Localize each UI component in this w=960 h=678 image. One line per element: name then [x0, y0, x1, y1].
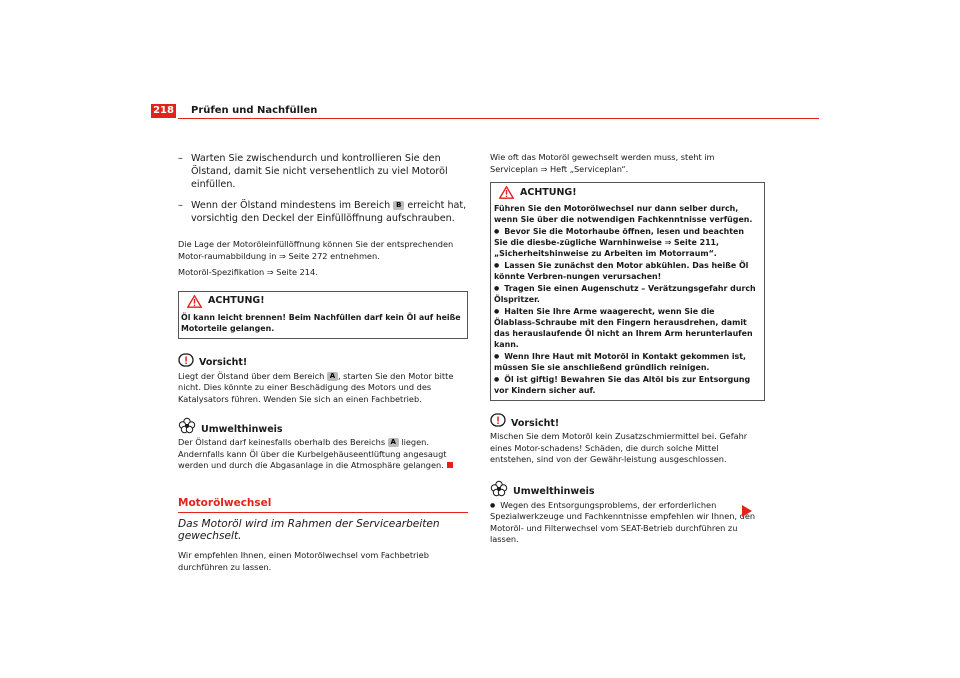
warning-heading	[179, 292, 467, 312]
warning-triangle-icon	[187, 295, 202, 308]
callout-b-icon: B	[393, 201, 404, 210]
caution-heading	[490, 413, 765, 429]
caution-icon	[490, 413, 506, 429]
environment-text-pre: Der Ölstand darf keinesfalls oberhalb des Bereichs	[178, 437, 386, 447]
warning-lead: Führen Sie den Motorölwechsel nur dann selber durch, wenn Sie über die notwendigen Fachkenntnisse verfügen.	[494, 204, 753, 224]
warning-bullet: ● Wenn Ihre Haut mit Motoröl in Kontakt gekommen ist, müssen Sie sie anschließend gründlich reinigen.	[494, 351, 758, 373]
section-text: Wir empfehlen Ihnen, einen Motorölwechsel vom Fachbetrieb durchführen zu lassen.	[178, 550, 429, 572]
environment-text-post: liegen. Andernfalls kann Öl über die Kurbelgehäuseentlüftung angesaugt werden und durch die Abgasanlage in die Atmosphäre gelangen.	[178, 437, 447, 470]
warning-box	[178, 291, 468, 339]
header-rule	[178, 118, 819, 119]
warning-bullet: ● Lassen Sie zunächst den Motor abkühlen. Das heiße Öl könnte Verbren-nungen verursachen!	[494, 260, 758, 282]
caution-text	[178, 371, 468, 406]
caution-text-post: , starten Sie den Motor bitte nicht. Dies könnte zu einer Beschädigung des Motors und des Katalysators führen. Wenden Sie sich an einen Fachbetrieb.	[178, 370, 454, 404]
environment-text	[178, 437, 468, 472]
warning-heading	[491, 183, 764, 203]
warning-title: ACHTUNG!	[208, 295, 265, 307]
step-1	[178, 152, 468, 191]
warning-bullet: ● Halten Sie Ihre Arme waagerecht, wenn Sie die Ölablass-Schraube mit den Fingern herausdrehen, damit das herauslaufende Öl nicht an Ihrem Arm herunterlaufen kann.	[494, 306, 758, 350]
environment-title: Umwelthinweis	[201, 423, 283, 435]
oil-spec-text: Motoröl-Spezifikation ⇒ Seite 214.	[178, 267, 318, 277]
dash-marker: –	[178, 200, 183, 211]
caution-heading	[178, 353, 468, 369]
callout-a-icon: A	[327, 372, 338, 381]
flower-environment-icon	[490, 480, 508, 498]
warning-bullet: ● Bevor Sie die Motorhaube öffnen, lesen und beachten Sie die diesbe-zügliche Warnhinweise ⇒ Seite 211, „Sicherheitshinweise zu Arbeiten im Motorraum“.	[494, 226, 758, 259]
environment-title: Umwelthinweis	[513, 486, 595, 497]
left-column	[178, 152, 468, 578]
oil-change-section	[178, 498, 468, 574]
page-header-title: Prüfen und Nachfüllen	[191, 105, 318, 116]
environment-note	[490, 480, 765, 546]
caution-text-pre: Liegt der Ölstand über dem Bereich	[178, 370, 325, 381]
environment-heading	[490, 480, 765, 498]
page-number: 218	[151, 104, 176, 118]
flower-environment-icon	[178, 417, 196, 435]
warning-body	[491, 203, 764, 400]
warning-bullet: ● Tragen Sie einen Augenschutz – Verätzungsgefahr durch Ölspritzer.	[494, 283, 758, 305]
step-2-pre: Wenn der Ölstand mindestens im Bereich	[191, 200, 391, 211]
warning-bullet: ● Öl ist giftig! Bewahren Sie das Altöl bis zur Entsorgung vor Kindern sicher auf.	[494, 374, 758, 396]
caution-note	[490, 413, 765, 466]
warning-title: ACHTUNG!	[520, 186, 577, 198]
section-end-marker-icon	[447, 462, 453, 468]
caution-title: Vorsicht!	[199, 357, 248, 368]
warning-triangle-icon	[499, 186, 514, 199]
right-column	[490, 152, 765, 546]
warning-box	[490, 182, 765, 401]
environment-text: ● Wegen des Entsorgungsproblems, der erforderlichen Spezialwerkzeuge und Fachkenntnisse empfehlen wir Ihnen, den Motoröl- und Filterwechsel vom SEAT-Betrieb durchführen zu lassen.	[490, 500, 765, 546]
section-subtitle: Das Motoröl wird im Rahmen der Servicearbeiten gewechselt.	[178, 518, 440, 542]
environment-heading	[178, 417, 468, 435]
section-rule	[178, 512, 468, 513]
oil-filler-location-text: Die Lage der Motoröleinfüllöffnung können Sie der entsprechenden Motor-raumabbildung in ⇒ Seite 272 entnehmen.	[178, 239, 454, 261]
dash-marker: –	[178, 153, 183, 164]
step-2	[178, 199, 468, 225]
step-1-text: Warten Sie zwischendurch und kontrollieren Sie den Ölstand, damit Sie nicht versehentlich zu viel Motoröl einfüllen.	[191, 153, 448, 190]
section-title: Motorölwechsel	[178, 496, 272, 509]
continue-arrow-icon	[742, 505, 752, 517]
caution-title: Vorsicht!	[511, 417, 560, 429]
service-plan-text: Wie oft das Motoröl gewechselt werden muss, steht im Serviceplan ⇒ Heft „Serviceplan“.	[490, 152, 715, 174]
environment-note	[178, 417, 468, 472]
step-2-post: erreicht hat, vorsichtig den Deckel der Einfüllöffnung aufschrauben.	[191, 200, 467, 224]
warning-text: Öl kann leicht brennen! Beim Nachfüllen darf kein Öl auf heiße Motorteile gelangen.	[181, 312, 461, 333]
caution-text: Mischen Sie dem Motoröl kein Zusatzschmiermittel bei. Gefahr eines Motor-schadens! Schäden, die durch solche Mittel entstehen, sind von der Gewähr-leistung ausgeschlossen.	[490, 431, 748, 464]
caution-icon	[178, 353, 194, 369]
caution-note	[178, 353, 468, 406]
callout-a-icon: A	[388, 438, 399, 447]
